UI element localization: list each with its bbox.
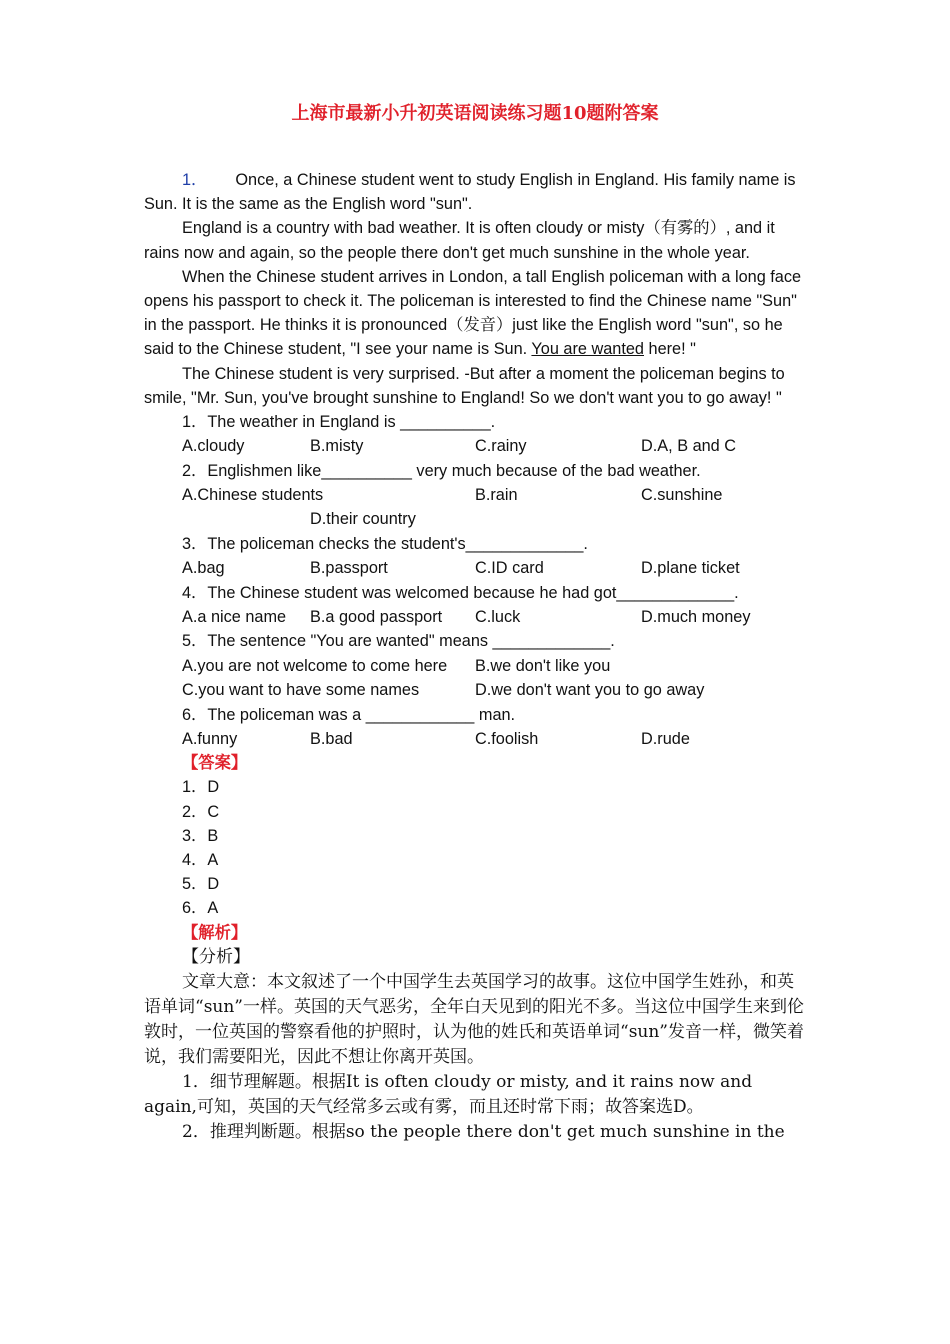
question-stem: 1．The weather in England is __________. <box>182 413 496 432</box>
option: B.a good passport <box>310 607 443 626</box>
analysis-item-2: 2．推理判断题。根据so the people there don't get much sunshine in the <box>182 1121 785 1142</box>
option: A.a nice name <box>182 607 287 626</box>
option: C.ID card <box>475 559 544 578</box>
option: B.we don't like you <box>475 656 611 675</box>
option-row <box>144 434 810 459</box>
option: A.funny <box>182 729 238 748</box>
answer-item: 1．D <box>182 778 220 797</box>
option: C.rainy <box>475 437 527 456</box>
option: C.sunshine <box>641 485 723 504</box>
option-row <box>144 727 810 752</box>
option: C.luck <box>475 607 521 626</box>
option: A.you are not welcome to come here <box>182 656 448 675</box>
question-stem: 3．The policeman checks the student's_____________. <box>182 534 588 553</box>
question-number: 1． <box>182 171 208 189</box>
option-row <box>144 605 810 630</box>
option: A.cloudy <box>182 437 245 456</box>
option-row <box>144 654 810 679</box>
option: C.you want to have some names <box>182 681 420 700</box>
option: D.much money <box>641 607 751 626</box>
option-row <box>144 483 810 508</box>
passage-paragraph-4: The Chinese student is very surprised. -But after a moment the policeman begins to smile, "Mr. Sun, you've brought sunshine to England! So we don't want you to go away! " <box>144 364 785 407</box>
analysis-heading: 【解析】 <box>182 922 248 942</box>
passage-text-1: Once, a Chinese student went to study English in England. His family name is Sun. It is the same as the English word "sun". <box>144 171 796 214</box>
option: B.passport <box>310 559 388 578</box>
option: A.Chinese students <box>182 485 324 504</box>
option: D.plane ticket <box>641 559 740 578</box>
question-stem: 4．The Chinese student was welcomed because he had got_____________. <box>182 583 739 602</box>
option: B.misty <box>310 437 364 456</box>
option-row <box>144 507 810 532</box>
answer-item: 6．A <box>182 899 219 918</box>
passage-paragraph-3 <box>144 265 810 362</box>
answer-item: 5．D <box>182 875 220 894</box>
option-row <box>144 556 810 581</box>
answer-item: 3．B <box>182 826 219 845</box>
passage-paragraph-1 <box>144 168 810 216</box>
option: C.foolish <box>475 729 539 748</box>
answer-item: 4．A <box>182 851 219 870</box>
page-title: 上海市最新小升初英语阅读练习题10题附答案 <box>291 103 659 124</box>
question-stem: 5．The sentence "You are wanted" means _____________. <box>182 632 615 651</box>
option: D.their country <box>310 510 416 529</box>
question-stem: 6．The policeman was a ____________ man. <box>182 705 516 724</box>
underlined-phrase: You are wanted <box>531 340 644 359</box>
option: B.bad <box>310 729 353 748</box>
option-row <box>144 678 810 703</box>
option: D.we don't want you to go away <box>475 681 705 700</box>
passage-paragraph-2: England is a country with bad weather. It is often cloudy or misty（有雾的）, and it rains now and again, so the people there don't get much sunshine in the whole year. <box>144 219 775 262</box>
passage-text-3b: here! " <box>643 340 696 359</box>
answer-heading: 【答案】 <box>182 753 248 773</box>
option: B.rain <box>475 485 518 504</box>
option: A.bag <box>182 559 225 578</box>
analysis-subheading: 【分析】 <box>182 946 250 967</box>
analysis-item-1: 1．细节理解题。根据It is often cloudy or misty, and it rains now and again,可知，英国的天气经常多云或有雾，而且还时常下雨；故答案选D。 <box>144 1071 753 1117</box>
option: D.rude <box>641 729 690 748</box>
answer-item: 2．C <box>182 802 220 821</box>
document-body <box>144 168 810 1145</box>
question-stem: 2．Englishmen like__________ very much because of the bad weather. <box>182 461 701 480</box>
option: D.A, B and C <box>641 437 737 456</box>
passage-text-3a: When the Chinese student arrives in London, a tall English policeman with a long face opens his passport to check it. The policeman is interested to find the Chinese name "Sun" in the passport. He thinks it is pronounced（发音）just like the English word "sun", so he said to the Chinese student, "I see your name is Sun. <box>144 267 802 359</box>
analysis-summary: 文章大意：本文叙述了一个中国学生去英国学习的故事。这位中国学生姓孙，和英语单词“sun”一样。英国的天气恶劣，全年白天见到的阳光不多。当这位中国学生来到伦敦时，一位英国的警察看他的护照时，认为他的姓氏和英语单词“sun”发音一样，微笑着说，我们需要阳光，因此不想让你离开英国。 <box>144 971 805 1067</box>
